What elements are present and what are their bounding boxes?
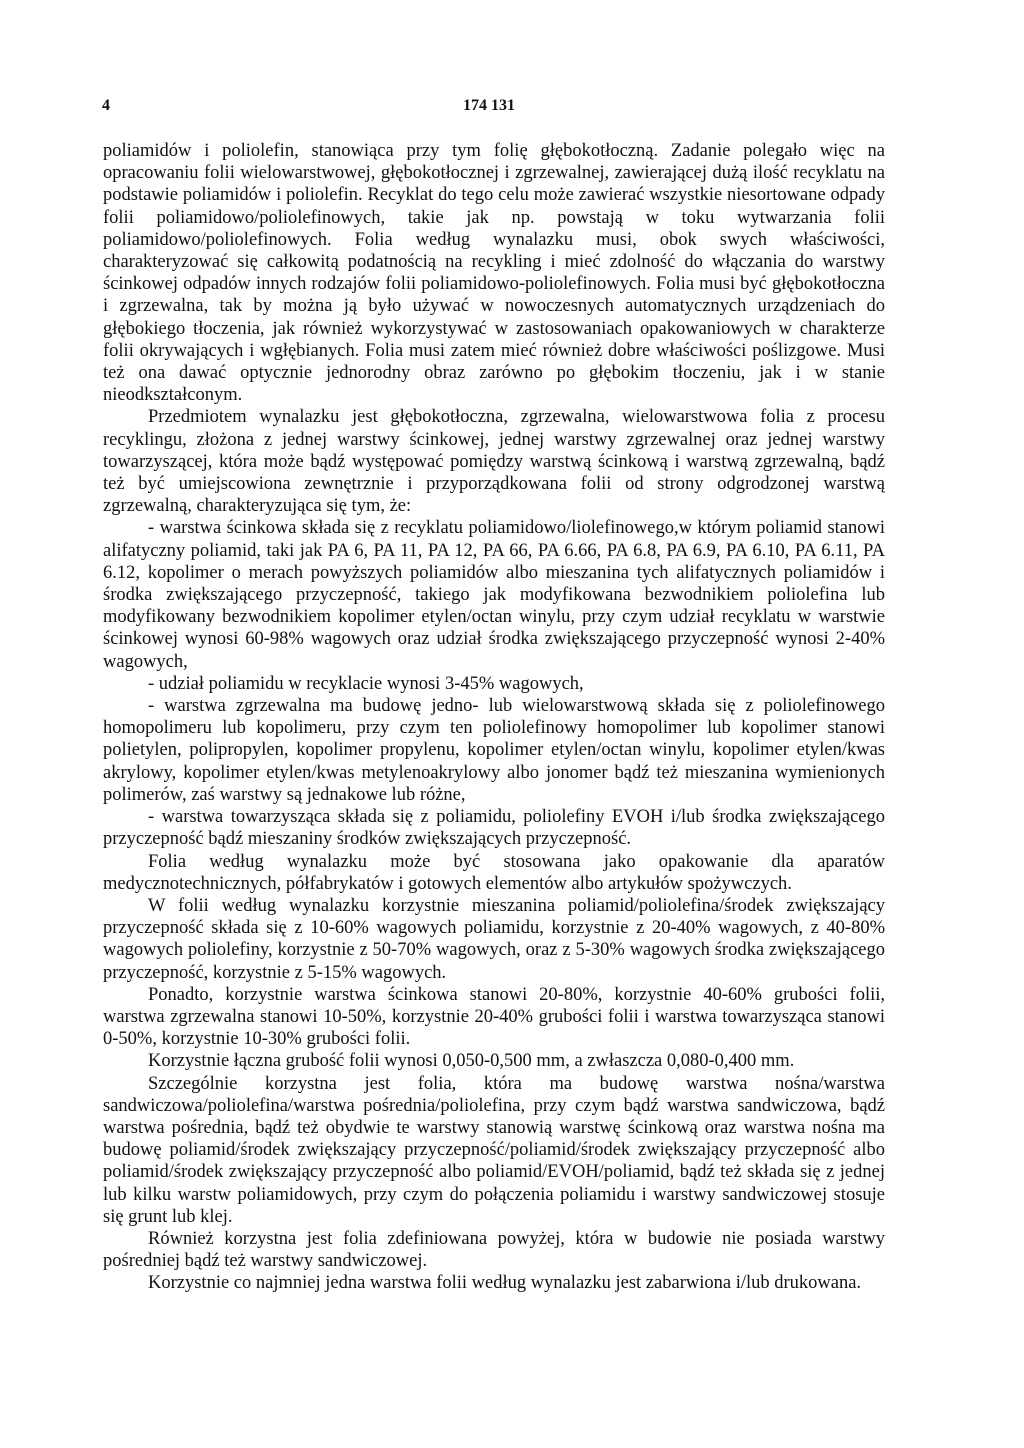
body-text — [103, 140, 885, 1295]
list-item: - udział poliamidu w recyklacie wynosi 3-45% wagowych, — [148, 673, 584, 694]
paragraph: Korzystnie co najmniej jedna warstwa folii według wynalazku jest zabarwiona i/lub drukowana. — [148, 1273, 862, 1294]
paragraph: Przedmiotem wynalazku jest głębokotłoczna, zgrzewalna, wielowarstwowa folia z procesu recyklingu, złożona z jednej warstwy ścinkowej, jednej warstwy zgrzewalnej oraz jednej warstwy towarzyszącej, która może bądź występować pomiędzy warstwą ścinkową i warstwą zgrzewalną, bądź też być umiejscowiona zewnętrznie i przyporządkowana folii od strony odgrodzonej warstwą zgrzewalną, charakteryzująca się tym, że: — [103, 407, 885, 517]
paragraph: Szczególnie korzystna jest folia, która ma budowę warstwa nośna/warstwa sandwiczowa/poliolefina/warstwa pośrednia/poliolefina, przy czym bądź warstwa sandwiczowa, bądź warstwa pośrednia, bądź też obydwie te warstwy stanowią warstwę ścinkową oraz warstwa nośna ma budowę poliamid/środek zwiększający przyczepność/poliamid/środek zwiększający przyczepność albo poliamid/środek zwiększający przyczepność albo poliamid/EVOH/poliamid, bądź też składa się z jednej lub kilku warstw poliamidowych, przy czym do połączenia poliamidu i warstwy sandwiczowej stosuje się grunt lub klej. — [103, 1073, 885, 1227]
patent-number: 174 131 — [463, 97, 515, 114]
paragraph: Korzystnie łączna grubość folii wynosi 0,050-0,500 mm, a zwłaszcza 0,080-0,400 mm. — [148, 1051, 795, 1072]
paragraph: poliamidów i poliolefin, stanowiąca przy tym folię głębokotłoczną. Zadanie polegało więc na opracowaniu folii wielowarstwowej, głębokotłocznej i zgrzewalnej, zawierającej dużą ilość recyklatu na podstawie poliamidów i poliolefin. Recyklat do tego celu może zawierać wszystkie niesortowane odpady folii poliamidowo/poliolefinowych, takie jak np. powstają w toku wytwarzania folii poliamidowo/poliolefinowych. Folia według wynalazku musi, obok swych właściwości, charakteryzować się całkowitą podatnością na recykling i mieć zdolność do włączania do warstwy ścinkowej odpadów innych rodzajów folii poliamidowo-poliolefinowych. Folia musi być głębokotłoczna i zgrzewalna, tak by można ją było używać w nowoczesnych automatycznych urządzeniach do głębokiego tłoczenia, jak również wykorzystywać w zastosowaniach opakowaniowych w charakterze folii okrywających i wgłębianych. Folia musi zatem mieć również dobre właściwości poślizgowe. Musi też ona dawać optycznie jednorodny obraz zarówno po głębokim tłoczeniu, jak i w stanie nieodkształconym. — [103, 141, 885, 406]
list-item: - warstwa ścinkowa składa się z recyklatu poliamidowo/liolefinowego,w którym poliamid stanowi alifatyczny poliamid, taki jak PA 6, PA 11, PA 12, PA 66, PA 6.66, PA 6.8, PA 6.9, PA 6.10, PA 6.11, PA 6.12, kopolimer o merach powyższych poliamidów albo mieszanina tych alifatycznych poliamidów i środka zwiększającego przyczepność, takiego jak modyfikowana bezwodnikiem poliolefina lub modyfikowany bezwodnikiem kopolimer etylen/octan winylu, przy czym udział recyklatu w warstwie ścinkowej wynosi 60-98% wagowych oraz udział środka zwiększającego przyczepność wynosi 2-40% wagowych, — [103, 518, 885, 672]
paragraph: Folia według wynalazku może być stosowana jako opakowanie dla aparatów medycznotechnicznych, półfabrykatów i gotowych elementów albo artykułów spożywczych. — [103, 851, 885, 894]
page-number: 4 — [102, 97, 110, 114]
paragraph: Również korzystna jest folia zdefiniowana powyżej, która w budowie nie posiada warstwy pośredniej bądź też warstwy sandwiczowej. — [103, 1228, 885, 1272]
paragraph: Ponadto, korzystnie warstwa ścinkowa stanowi 20-80%, korzystnie 40-60% grubości folii, warstwa zgrzewalna stanowi 10-50%, korzystnie 20-40% grubości folii i warstwa towarzysząca stanowi 0-50%, korzystnie 10-30% grubości folii. — [103, 984, 885, 1050]
list-item: - warstwa zgrzewalna ma budowę jedno- lub wielowarstwową składa się z poliolefinowego homopolimeru lub kopolimeru, przy czym ten poliolefinowy homopolimer lub kopolimer stanowi polietylen, polipropylen, kopolimer propylenu, kopolimer etylen/octan winylu, kopolimer etylen/kwas akrylowy, kopolimer etylen/kwas metylenoakrylowy albo jonomer bądź też mieszanina wymienionych polimerów, zaś warstwy są jednakowe lub różne, — [103, 696, 885, 805]
paragraph: W folii według wynalazku korzystnie mieszanina poliamid/poliolefina/środek zwiększający przyczepność składa się z 10-60% wagowych poliamidu, korzystnie z 20-40% wagowych, z 40-80% wagowych poliolefiny, korzystnie z 50-70% wagowych, oraz z 5-30% wagowych środka zwiększającego przyczepność, korzystnie z 5-15% wagowych. — [103, 895, 885, 983]
list-item: - warstwa towarzysząca składa się z poliamidu, poliolefiny EVOH i/lub środka zwiększającego przyczepność bądź mieszaniny środków zwiększających przyczepność. — [103, 807, 885, 850]
